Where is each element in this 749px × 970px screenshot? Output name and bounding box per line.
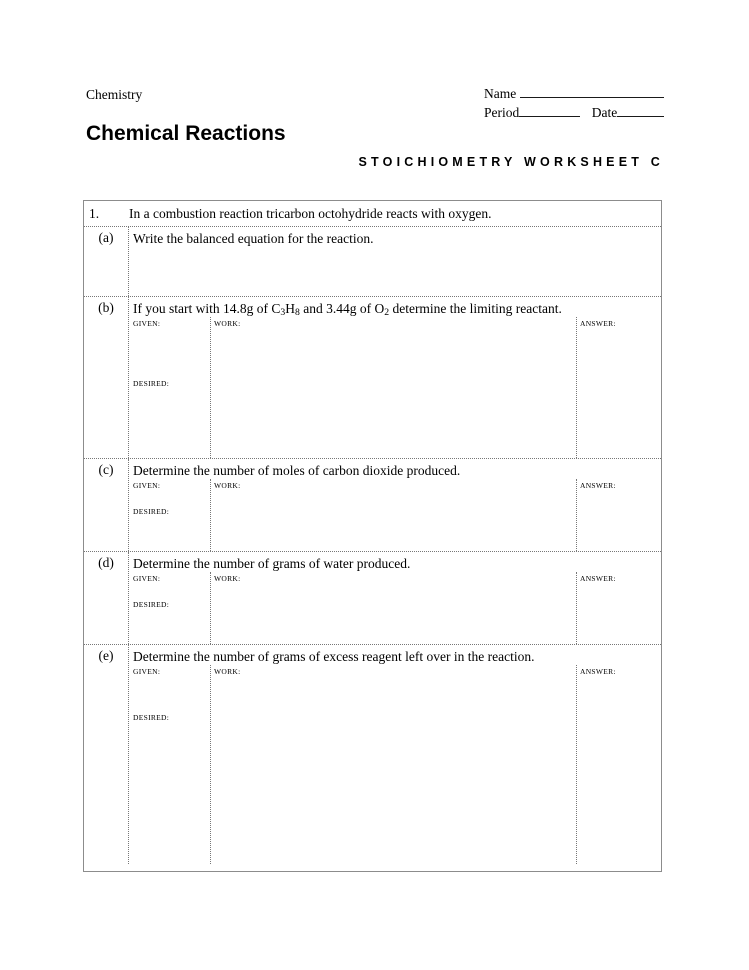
part-label-b: (b) xyxy=(84,297,129,458)
given-label-d: GIVEN: xyxy=(133,574,161,583)
given-label-c: GIVEN: xyxy=(133,481,161,490)
part-label-e: (e) xyxy=(84,645,129,864)
name-label: Name xyxy=(484,86,517,101)
course-label: Chemistry xyxy=(86,87,143,102)
work-column-divider-b xyxy=(210,317,211,458)
work-column-divider-c xyxy=(210,479,211,551)
student-info-block xyxy=(484,84,664,122)
page-title: Chemical Reactions xyxy=(86,122,286,145)
workspace-c xyxy=(129,479,661,551)
part-row-e xyxy=(84,644,661,864)
part-prompt-a: Write the balanced equation for the reaction. xyxy=(133,231,374,246)
desired-label-b: DESIRED: xyxy=(133,379,170,388)
date-label: Date xyxy=(591,105,618,120)
work-column-divider-e xyxy=(210,665,211,864)
prompt-b-segment-pre: If you start with 14.8g of C xyxy=(133,301,281,316)
prompt-b-segment-post: determine the limiting reactant. xyxy=(389,301,562,316)
part-body-d xyxy=(129,552,661,644)
part-body-b xyxy=(129,297,661,458)
part-prompt-c: Determine the number of moles of carbon dioxide produced. xyxy=(133,463,461,478)
answer-label-d: ANSWER: xyxy=(580,574,616,583)
part-label-c: (c) xyxy=(84,459,129,551)
problem-stem-text: In a combustion reaction tricarbon octohydride reacts with oxygen. xyxy=(129,205,492,221)
prompt-b-subscript-2: 2 xyxy=(384,307,390,319)
page-header xyxy=(86,84,664,194)
part-prompt-e: Determine the number of grams of excess reagent left over in the reaction. xyxy=(133,649,535,664)
workspace-d xyxy=(129,572,661,644)
workspace-e xyxy=(129,665,661,864)
desired-label-e: DESIRED: xyxy=(133,713,170,722)
work-label-c: WORK: xyxy=(214,481,241,490)
problem-number: 1. xyxy=(89,205,100,221)
part-body-a[interactable] xyxy=(129,227,661,296)
answer-label-b: ANSWER: xyxy=(580,319,616,328)
date-input-rule[interactable] xyxy=(617,103,664,117)
given-label-e: GIVEN: xyxy=(133,667,161,676)
part-prompt-b xyxy=(129,297,661,317)
part-row-a xyxy=(84,226,661,296)
answer-column-divider-e xyxy=(576,665,577,864)
answer-label-e: ANSWER: xyxy=(580,667,616,676)
part-row-c xyxy=(84,458,661,551)
page-subtitle: STOICHIOMETRY WORKSHEET C xyxy=(358,155,664,169)
answer-column-divider-b xyxy=(576,317,577,458)
part-prompt-d: Determine the number of grams of water produced. xyxy=(133,556,411,571)
problem-stem-row xyxy=(84,201,661,226)
part-label-a: (a) xyxy=(84,227,129,296)
work-label-e: WORK: xyxy=(214,667,241,676)
part-body-e xyxy=(129,645,661,864)
work-column-divider-d xyxy=(210,572,211,644)
part-row-d xyxy=(84,551,661,644)
desired-label-c: DESIRED: xyxy=(133,507,170,516)
worksheet-table xyxy=(83,200,662,872)
prompt-b-segment-h: H xyxy=(285,301,295,316)
answer-label-c: ANSWER: xyxy=(580,481,616,490)
work-label-d: WORK: xyxy=(214,574,241,583)
answer-column-divider-c xyxy=(576,479,577,551)
prompt-b-segment-mid: and 3.44g of O xyxy=(299,301,385,316)
answer-column-divider-d xyxy=(576,572,577,644)
period-label: Period xyxy=(484,105,520,120)
part-label-d: (d) xyxy=(84,552,129,644)
part-row-b xyxy=(84,296,661,458)
workspace-b xyxy=(129,317,661,458)
given-label-b: GIVEN: xyxy=(133,319,161,328)
name-input-rule[interactable] xyxy=(520,84,664,98)
part-body-c xyxy=(129,459,661,551)
period-input-rule[interactable] xyxy=(519,103,579,117)
prompt-b-subscript-3: 3 xyxy=(280,307,286,319)
prompt-b-subscript-8: 8 xyxy=(294,307,300,319)
work-label-b: WORK: xyxy=(214,319,241,328)
period-date-field-row xyxy=(484,103,664,122)
desired-label-d: DESIRED: xyxy=(133,600,170,609)
name-field-row xyxy=(484,84,664,103)
